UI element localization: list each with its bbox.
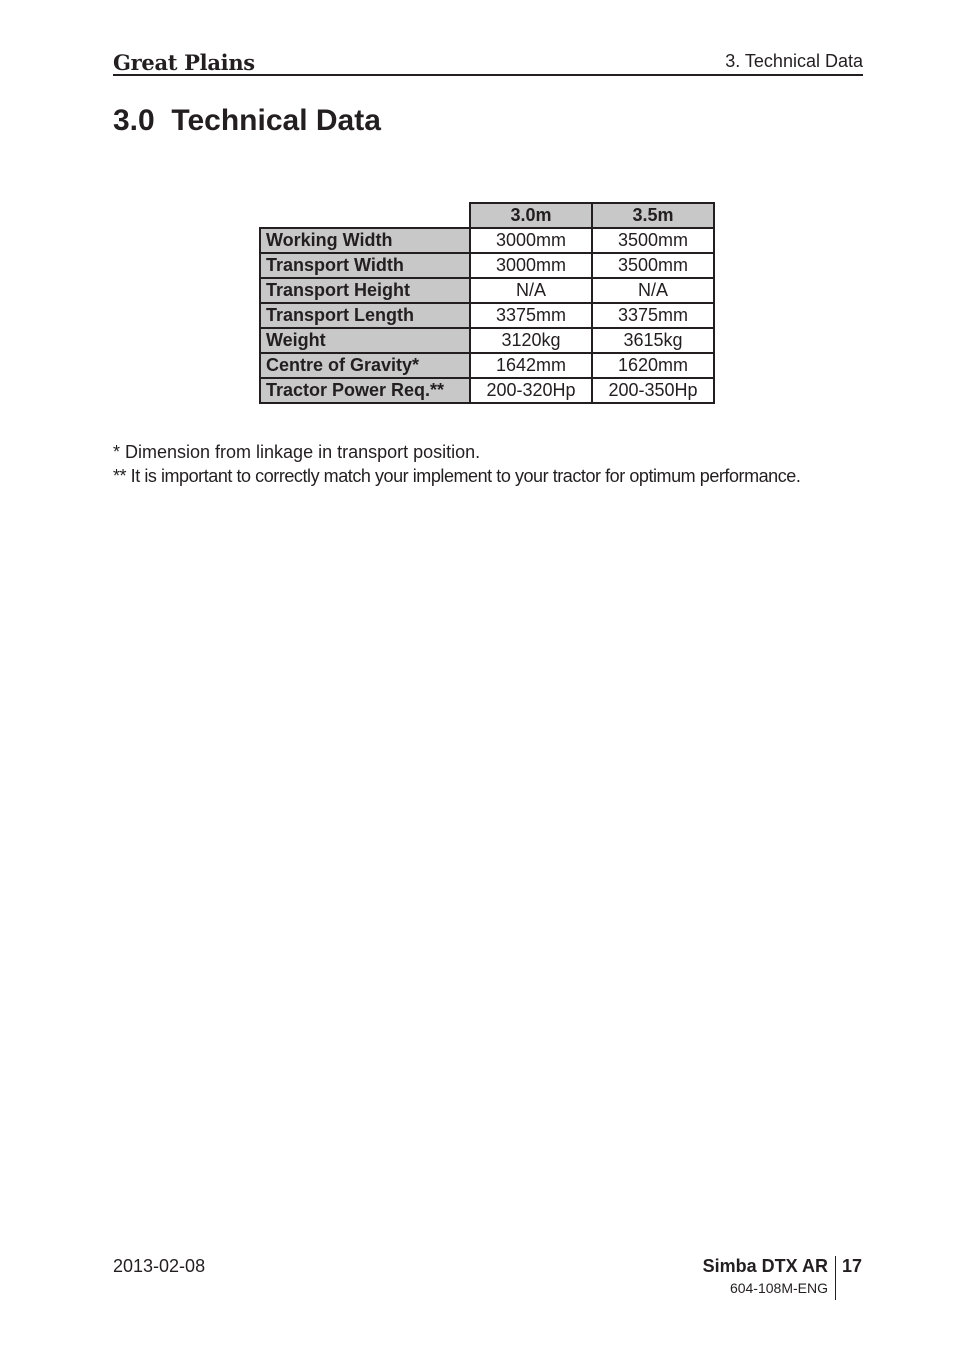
footer-divider (835, 1256, 836, 1300)
page-number: 17 (841, 1256, 862, 1276)
brand-logo: Great Plains (113, 50, 255, 75)
row-label: Working Width (260, 228, 470, 253)
page-header (113, 46, 863, 76)
footer-date: 2013-02-08 (113, 1256, 206, 1276)
table-cell: 3500mm (592, 228, 714, 253)
column-header: 3.5m (592, 203, 714, 228)
row-label: Centre of Gravity* (260, 353, 470, 378)
table-row (260, 328, 714, 353)
table-corner-cell (260, 203, 470, 228)
table-cell: N/A (592, 278, 714, 303)
row-label: Transport Height (260, 278, 470, 303)
table-cell: 3120kg (470, 328, 592, 353)
page-title: 3.0 Technical Data (113, 104, 381, 137)
table-cell: 200-350Hp (592, 378, 714, 403)
document-number: 604-108M-ENG (729, 1280, 828, 1296)
section-reference: 3. Technical Data (725, 51, 863, 71)
table-row (260, 303, 714, 328)
technical-data-table (259, 202, 715, 404)
table-cell: 3000mm (470, 253, 592, 278)
table-row (260, 278, 714, 303)
row-label: Transport Length (260, 303, 470, 328)
table-cell: 1642mm (470, 353, 592, 378)
row-label: Tractor Power Req.** (260, 378, 470, 403)
table-cell: 3375mm (592, 303, 714, 328)
table-cell: 200-320Hp (470, 378, 592, 403)
footnote: ** It is important to correctly match your implement to your tractor for optimum performance. (113, 466, 801, 486)
table-row (260, 378, 714, 403)
table-cell: 3500mm (592, 253, 714, 278)
column-header: 3.0m (470, 203, 592, 228)
page-number-block (832, 1256, 862, 1300)
table-header-row (260, 203, 714, 228)
table-cell: 3000mm (470, 228, 592, 253)
table-cell: 3375mm (470, 303, 592, 328)
table-row (260, 253, 714, 278)
table-row (260, 228, 714, 253)
row-label: Weight (260, 328, 470, 353)
table-cell: 1620mm (592, 353, 714, 378)
footnote: * Dimension from linkage in transport position. (113, 442, 481, 462)
row-label: Transport Width (260, 253, 470, 278)
table-cell: 3615kg (592, 328, 714, 353)
table-row (260, 353, 714, 378)
footnotes (113, 440, 873, 488)
product-name: Simba DTX AR (702, 1256, 828, 1276)
table-cell: N/A (470, 278, 592, 303)
